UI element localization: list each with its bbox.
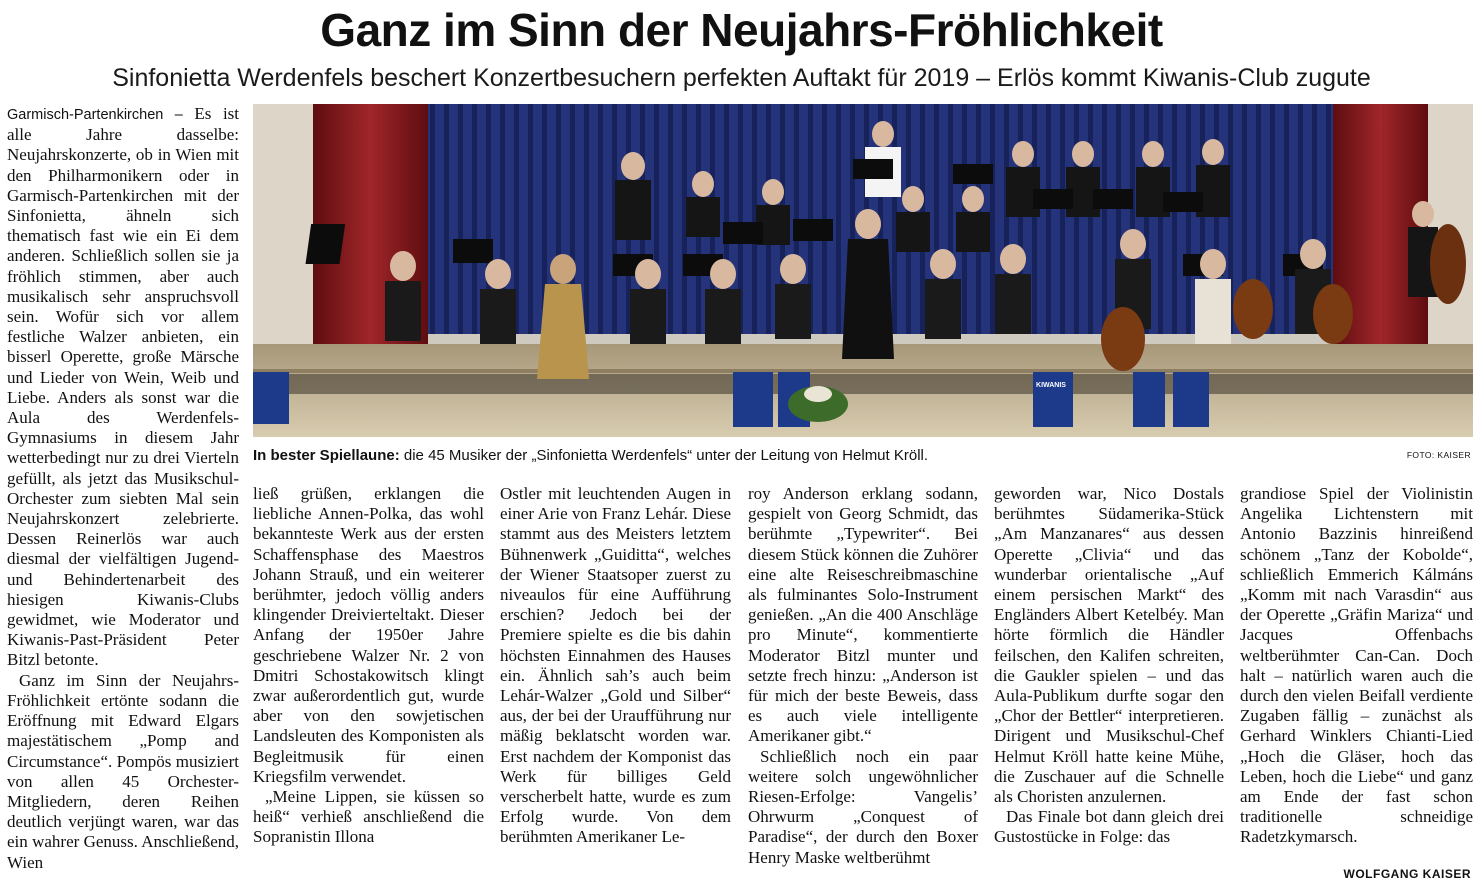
photo-credit: FOTO: KAISER (1406, 450, 1471, 460)
article-paragraph: Schließlich noch ein paar weitere solch ungewöhnlicher Riesen-Erfolge: Vangelis’ Ohrwurm „Conquest of Paradise“, der durch den Boxer Henry Maske weltberühmt (748, 746, 978, 867)
article-column-4 (748, 484, 978, 885)
article-paragraph: grandiose Spiel der Violinistin Angelika Lichtenstern mit Antonio Bazzinis hinreißend schönem „Tanz der Kobolde“, schließlich Emmerich Kálmáns „Komm mit nach Varasdin“ aus der Operette „Gräfin Mariza“ und Jacques Offenbachs weltberühmter Can-Can. Doch halt – natürlich waren auch die durch den vielen Beifall verdiente Zugaben fällig – zunächst als Gerhard Winklers Chianti-Lied „Hoch die Gläser, hoch das Leben, hoch die Liebe“ und ganz am Ende der fast schon traditionelle schneidige Radetzkymarsch. (1240, 484, 1473, 847)
banner-text: KIWANIS (1036, 382, 1066, 389)
subheadline: Sinfonietta Werdenfels beschert Konzertbesuchern perfekten Auftakt für 2019 – Erlös kommt Kiwanis-Club zugute (112, 64, 1371, 92)
article-paragraph: roy Anderson erklang sodann, gespielt von Georg Schmidt, das berühmte „Typewriter“. Bei diesem Stück können die Zuhörer eine alte Reiseschreibmaschine als fulminantes Solo-Instrument genießen. „An die 400 Anschläge pro Minute“, kommentierte Moderator Bitzl munter und setzte frech hinzu: „Anderson ist für mich der beste Beweis, dass es auch viele intelligente Amerikaner gibt.“ (748, 484, 978, 746)
article-column-3 (500, 484, 731, 885)
caption-lead: In bester Spiellaune: (253, 447, 400, 464)
author-byline: WOLFGANG KAISER (1343, 867, 1471, 881)
article-paragraph: „Meine Lippen, sie küssen so heiß“ verhieß anschließend die Sopranistin Illona (253, 787, 484, 847)
article-column-1 (7, 104, 239, 885)
article-paragraph (7, 104, 239, 671)
article-paragraph: ließ grüßen, erklangen die liebliche Annen-Polka, das wohl bekannteste Werk aus der ersten Schaffensphase des Maestros Johann Strauß, und ein weiterer berühmter, jedoch völlig anders klingender Dreivierteltakt. Dieser Anfang der 1950er Jahre geschriebene Walzer Nr. 2 von Dmitri Schostakowitsch klingt zwar außerordentlich gut, wurde aber von den sowjetischen Landsleuten des Komponisten als Begleitmusik für einen Kriegsfilm verwendet. (253, 484, 484, 786)
article-paragraph: Ganz im Sinn der Neujahrs-Fröhlichkeit ertönte sodann die Eröffnung mit Edward Elgars majestätischem „Pomp and Circumstance“. Pompös musiziert von allen 45 Orchester-Mitgliedern, deren Reihen deutlich verjüngt waren, war das ein wahrer Genuss. Anschließend, Wien (7, 670, 239, 872)
photo-caption (253, 443, 1473, 469)
article-paragraph: geworden war, Nico Dostals berühmtes Südamerika-Stück „Am Manzanares“ aus dessen Operette „Clivia“ und das wunderbar orientalische „Auf einem persischen Markt“ des Engländers Albert Ketelbéy. Man hörte förmlich die Händler feilschen, den Kalifen schreiten, die Gaukler spielen – und das Aula-Publikum durfte sogar den „Chor der Bettler“ interpretieren. Dirigent und Musikschul-Chef Helmut Kröll hatte keine Mühe, die Zuschauer auf die Schnelle als Choristen anzulernen. (994, 484, 1224, 807)
dateline: Garmisch-Partenkirchen – (7, 107, 183, 123)
article-column-2 (253, 484, 484, 885)
caption-text: die 45 Musiker der „Sinfonietta Werdenfels“ unter der Leitung von Helmut Kröll. (399, 447, 929, 464)
article-column-5 (994, 484, 1224, 885)
headline: Ganz im Sinn der Neujahrs-Fröhlichkeit (320, 4, 1163, 56)
orchestra-photo (253, 104, 1473, 437)
article-column-6 (1240, 484, 1473, 864)
article-paragraph: Ostler mit leuchtenden Augen in einer Arie von Franz Lehár. Diese stammt aus des Meisters letztem Bühnenwerk „Guiditta“, welches der Wiener Staatsoper zuerst zu niveaulos für eine Aufführung erschien? Jedoch bei der Premiere spielte es die bis dahin höchsten Einnahmen des Hauses ein. Ähnlich sah’s auch beim Lehár-Walzer „Gold und Silber“ aus, der bei der Uraufführung nur mäßig beklatscht worden war. Erst nachdem der Komponist das Werk für billiges Geld verscherbelt hatte, wurde es zum Erfolg wurde. Von dem berühmten Amerikaner Le- (500, 484, 731, 847)
paragraph-text: Es ist alle Jahre dasselbe: Neujahrskonzerte, ob in Wien mit den Philharmonikern oder in Garmisch-Partenkirchen mit der Sinfonietta, ähneln sich thematisch fast wie ein Ei dem anderen. Schließlich sollen sie ja fröhlich stimmen, aber auch musikalisch sehr anspruchsvoll sein. Wofür sich vor allem festliche Walzer anbieten, ein bisserl Operette, große Märsche und Lieder von Wein, Weib und Liebe. Anders als sonst war die Aula des Werdenfels-Gymnasiums in diesem Jahr wetterbedingt nur zu drei Vierteln gefüllt, als jetzt das Musikschul-Orchester zum siebten Mal sein Neujahrskonzert zelebrierte. Dessen Reinerlös war auch diesmal der vielfältigen Jugend- und Behindertenarbeit des hiesigen Kiwanis-Clubs gewidmet, wie Moderator und Kiwanis-Past-Präsident Peter Bitzl betonte. (7, 104, 239, 670)
article-paragraph: Das Finale bot dann gleich drei Gustostücke in Folge: das (994, 807, 1224, 847)
